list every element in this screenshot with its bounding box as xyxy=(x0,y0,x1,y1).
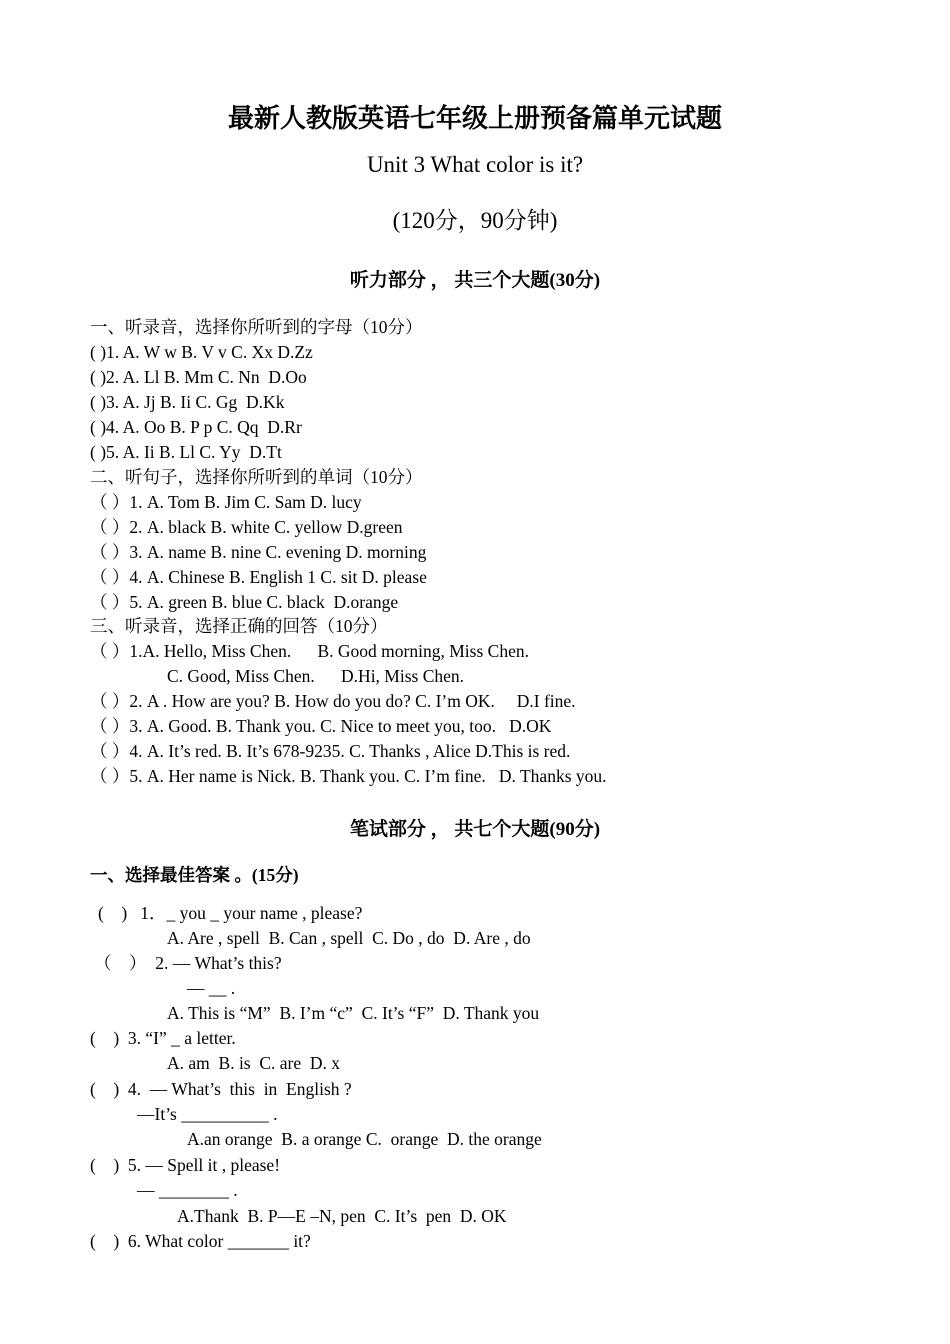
question-line: （ ）4. A. Chinese B. English 1 C. sit D. please xyxy=(90,567,427,587)
question-line: （ ）1.A. Hello, Miss Chen. B. Good morning, Miss Chen. xyxy=(90,641,529,661)
question-line: ( ) 4. — What’s this in English ? xyxy=(90,1079,352,1099)
answer-blank-line: — __ . xyxy=(187,978,236,998)
question-options-line: C. Good, Miss Chen. D.Hi, Miss Chen. xyxy=(167,666,465,686)
question-line: （ ）1. A. Tom B. Jim C. Sam D. lucy xyxy=(90,492,362,512)
question-line: ( )3. A. Jj B. Ii C. Gg D.Kk xyxy=(90,392,285,412)
page-title xyxy=(0,98,950,135)
answer-blank-line: — ________ . xyxy=(137,1180,238,1200)
title-lead: 最新 xyxy=(227,104,280,133)
question-line: （ ）3. A. name B. nine C. evening D. morning xyxy=(90,542,427,562)
question-line: （ ）2. A. black B. white C. yellow D.green xyxy=(90,517,403,537)
question-options-line: A. Are , spell B. Can , spell C. Do , do D. Are , do xyxy=(167,928,531,948)
question-line: （ ）4. A. It’s red. B. It’s 678-9235. C. Thanks , Alice D.This is red. xyxy=(90,741,571,761)
question-line: （ ） 2. — What’s this? xyxy=(94,953,282,973)
written-part1-heading: 一、选择最佳答案 。(15分) xyxy=(90,865,299,885)
listening-part2-heading: 二、听句子，选择你所听到的单词（10分） xyxy=(90,467,423,487)
listening-part3-heading: 三、听录音，选择正确的回答（10分） xyxy=(90,616,388,636)
question-line: ( )1. A. W w B. V v C. Xx D.Zz xyxy=(90,342,313,362)
score-time: (120分，90分钟) xyxy=(392,208,558,233)
title-rest: 人教版英语七年级上册预备篇单元试题 xyxy=(280,104,723,133)
question-line: ( ) 5. — Spell it , please! xyxy=(90,1155,281,1175)
written-section-heading: 笔试部分 ， 共七个大题(90分) xyxy=(349,819,601,840)
question-line: （ ）3. A. Good. B. Thank you. C. Nice to meet you, too. D.OK xyxy=(90,716,552,736)
question-options-line: A. am B. is C. are D. x xyxy=(167,1053,341,1073)
question-line: （ ）5. A. green B. blue C. black D.orange xyxy=(90,592,399,612)
question-options-line: A.Thank B. P—E –N, pen C. It’s pen D. OK xyxy=(177,1206,507,1226)
listening-section-heading: 听力部分 ， 共三个大题(30分) xyxy=(349,270,601,291)
question-line: ( )4. A. Oo B. P p C. Qq D.Rr xyxy=(90,417,302,437)
question-line: ( ) 6. What color _______ it? xyxy=(90,1231,311,1251)
question-line: ( )5. A. Ii B. Ll C. Yy D.Tt xyxy=(90,442,282,462)
unit-subtitle: Unit 3 What color is it? xyxy=(366,152,584,177)
question-line: ( ) 3. “I” _ a letter. xyxy=(90,1028,236,1048)
question-options-line: A. This is “M” B. I’m “c” C. It’s “F” D. Thank you xyxy=(167,1003,540,1023)
question-line: （ ）5. A. Her name is Nick. B. Thank you. C. I’m fine. D. Thanks you. xyxy=(90,766,607,786)
question-line: （ ）2. A . How are you? B. How do you do? C. I’m OK. D.I fine. xyxy=(90,691,576,711)
question-options-line: A.an orange B. a orange C. orange D. the orange xyxy=(187,1129,542,1149)
question-line: ( )2. A. Ll B. Mm C. Nn D.Oo xyxy=(90,367,307,387)
question-line: ( ) 1．_ you _ your name , please? xyxy=(98,903,363,923)
listening-part1-heading: 一、听录音，选择你所听到的字母（10分） xyxy=(90,317,423,337)
answer-blank-line: —It’s __________ . xyxy=(137,1104,278,1124)
